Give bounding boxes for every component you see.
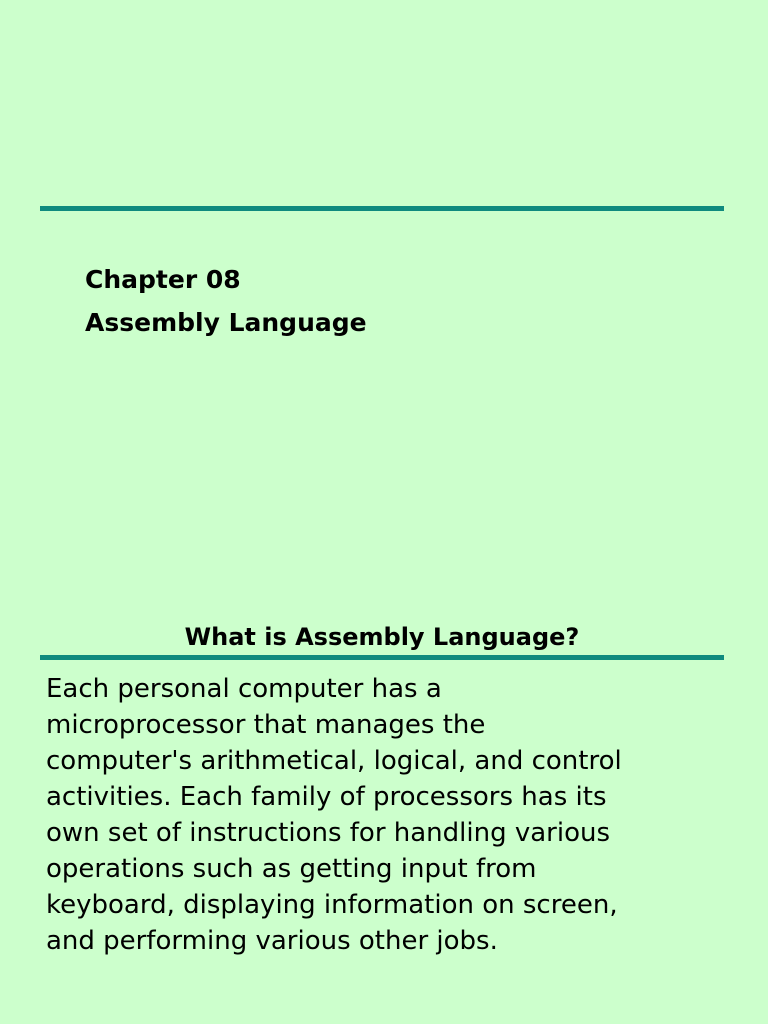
chapter-header	[85, 258, 685, 344]
body-line: microprocessor that manages the	[46, 710, 486, 740]
top-divider	[40, 206, 724, 211]
body-line: own set of instructions for handling various	[46, 818, 611, 848]
body-line: keyboard, displaying information on screen,	[46, 890, 618, 920]
section-divider	[40, 655, 724, 660]
chapter-label: Chapter 08	[85, 265, 241, 294]
body-paragraph	[46, 671, 721, 959]
body-line: and performing various other jobs.	[46, 926, 498, 956]
body-line: computer's arithmetical, logical, and control	[46, 746, 622, 776]
chapter-title: Assembly Language	[85, 308, 367, 337]
body-line: activities. Each family of processors has its	[46, 782, 607, 812]
body-line: Each personal computer has a	[46, 674, 442, 704]
body-line: operations such as getting input from	[46, 854, 537, 884]
section-heading: What is Assembly Language?	[184, 623, 580, 651]
